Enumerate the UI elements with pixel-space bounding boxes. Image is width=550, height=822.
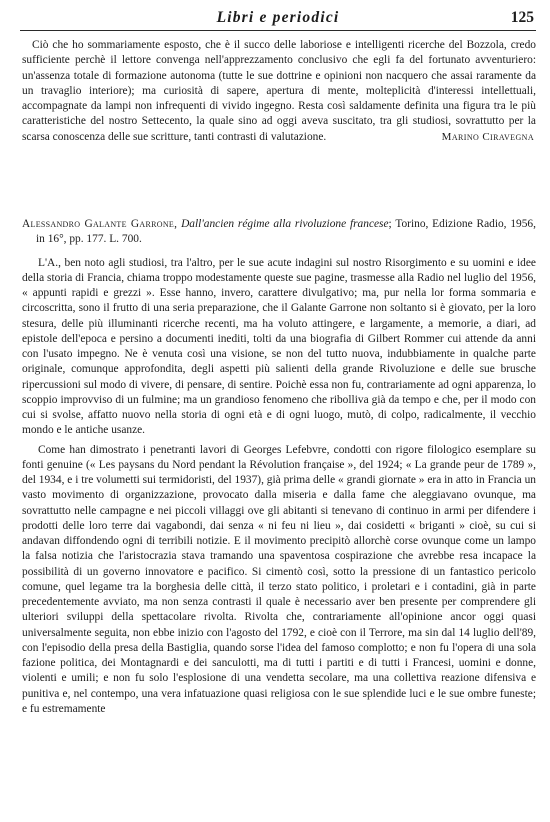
- book-publication-info: ; Torino, Edizione Radio, 1956, in 16°, pp. 177. L. 700.: [36, 218, 536, 246]
- previous-review-ending: [22, 38, 536, 145]
- book-review: [22, 217, 536, 717]
- review-paragraph-2: Come han dimostrato i penetranti lavori di Georges Lefebvre, condotti con rigore filologico esemplare su fonti genuine (« Les paysans du Nord pendant la Révolution française », del 1924; « La grande peur de 1789 », del 1934, e i tre volumetti sui termidoristi, del 1937), già prima delle « grandi giornate » era in atto in Francia un vasto movimento di organizzazione, provocato dalla miseria e dalla fame che aleggiavano ovunque, ma sovrattutto nelle campagne e nei piccoli villaggi ove gli abitanti si tenevano di continuo in armi per difendere i prodotti delle loro terre dai vagabondi, dai senza « ni feu ni lieu », dai cosidetti « briganti » cioè, su cui si andavan diffondendo ogni di terribili notizie. E il movimento precipitò allorchè corse ovunque come un lampo la falsa notizia che l'aristocrazia stava tramando una spaventosa cospirazione che avrebbe resa incapace la possibilità di un governo innovatore e pacifico. Si cimentò così, sotto la pressione di un fantastico pericolo comune, quel legame tra la borghesia delle città, il terzo stato politico, i proletari e i contadini, già in parte precedentemente avviato, ma non senza contrasti il quale è necessario aver ben presente per comprendere gli ulteriori sviluppi della spettacolare rivolta. Rivolta che, contrariamente all'opinione ancor oggi quasi universalmente seguita, non ebbe inizio con l'agosto del 1792, e cioè con il Terrore, ma sin dal 14 luglio dell'89, con l'episodio della presa della Bastiglia, quando sorse l'idea del famoso complotto; e non fu l'opera di una sola fazione politica, dei Montagnardi e dei sanculotti, ma di tutti i partiti e di tutti i Francesi, uomini e donne, violenti e umili; e non fu solo l'esplosione di una vendetta secolare, ma una collettiva reazione difensiva e punitiva e, nel contempo, una vera infatuazione quasi religiosa con le sue splendide luci e le sue ombre funeste; e fu estremamente: [22, 443, 536, 715]
- page-number: 125: [510, 9, 534, 26]
- book-title: Dall'ancien régime alla rivoluzione francese: [181, 218, 389, 230]
- review-paragraph-1: L'A., ben noto agli studiosi, tra l'altro, per le sue acute indagini sul nostro Risorgimento e su uomini e idee della storia di Francia, chiama troppo modestamente queste sue pagine, trasmesse alla Radio nel luglio del 1956, « appunti rapidi e grezzi ». Esse hanno, invero, carattere divulgativo; ma, pur nella lor forma sommaria e circoscritta, sono il frutto di una seria preparazione, che il Galante Garrone non soltanto si è giovato, per la loro stesura, delle più illuminanti ricerche recenti, ma ha voluto attingere, e largamente, a memorie, a diari, ad epistole dell'epoca e persino a documenti inediti, tolti da una biografia di Gilbert Rommer cui attende da anni con l'usato impegno. Ne è venuta così una visione, se non del tutto nuova, indubbiamente in qualche parte originale, comunque approfondita, degli aspetti più salienti della grande Rivoluzione e delle sue brusche ripercussioni sul modo di vivere, di pensare, di sentire. Poichè essa non fu, contrariamente ad ogni apparenza, lo scoppio improvviso di un fulmine; ma un grandioso fenomeno che ribolliva già da tempo e che, per il modo con cui si svolse, affatto nuovo nella storia di ogni età e di ogni luogo, mutò, di colpo, radicalmente, il vecchio mondo e le antiche usanze.: [22, 256, 536, 437]
- intro-paragraph: Ciò che ho sommariamente esposto, che è il succo delle laboriose e intelligenti ricerche del Bozzola, credo sufficiente perchè il lettore convenga nell'apprezzamento conclusivo che egli fa del fortunato avventuriero: un'assenza totale di formazione autonoma (tutte le sue dottrine e opinioni non nacquero che assai raramente da un travaglio interiore); ma curiosità di sapere, apertura di mente, molteplicità d'interessi intellettuali, accompagnate da lampi non infrequenti di vivido ingegno. Resta così saldamente definita una figura tra le più caratteristiche del nostro Settecento, la quale sino ad oggi aveva suscitato, tra gli studiosi, sovrattutto per la scarsa conoscenza delle sue scritture, tanti contrasti di valutazione.: [22, 39, 536, 143]
- book-author: Alessandro Galante Garrone,: [22, 218, 178, 230]
- book-citation: [22, 217, 536, 248]
- running-header-title: Libri e periodici: [216, 9, 340, 26]
- running-header: [20, 8, 536, 31]
- review-signature: Marino Ciravegna: [441, 130, 534, 143]
